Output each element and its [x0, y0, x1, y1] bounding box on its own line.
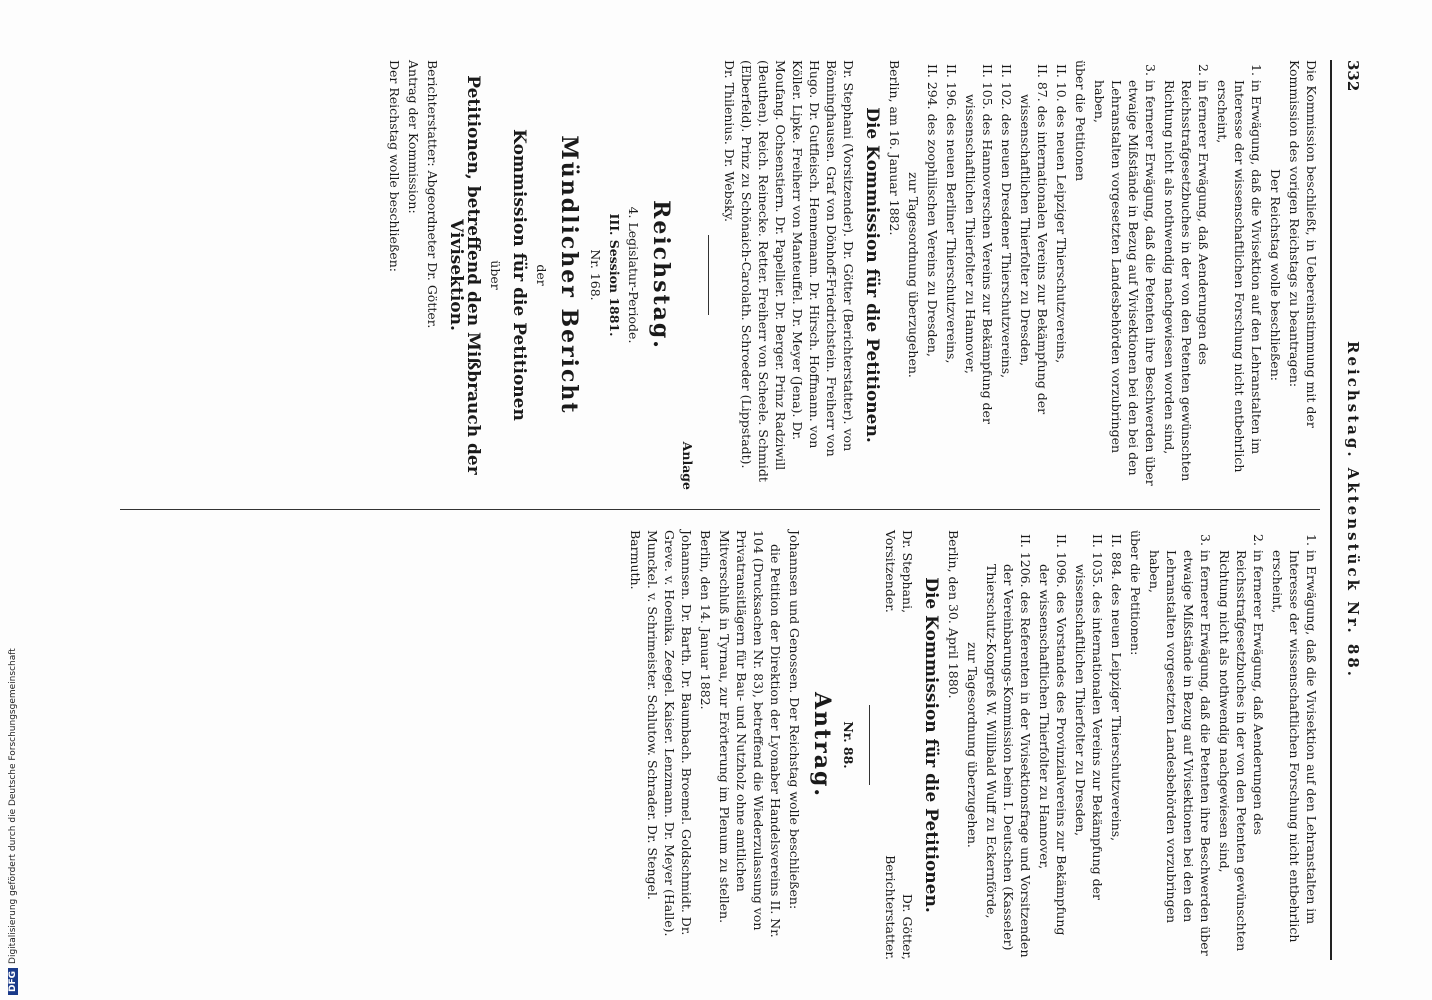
signature-role-row: [882, 530, 899, 960]
agenda-text: zur Tagesordnung überzugehen.: [965, 642, 980, 848]
date-line: Berlin, am 16. Januar 1882.: [887, 60, 902, 236]
consideration-item: 1. in Erwägung, daß die Vivisektion auf den Lehranstalten im Interesse der wissenschaftlichen Forschung nicht entbehrlich erscheint,: [1270, 534, 1319, 943]
consideration-item: 2. in fernerer Erwägung, daß Aenderungen des Reichsstrafgesetzbuches in der von den Petenten gewünschten Richtung nicht als nothwendig nachgewiesen worden sind,: [1162, 64, 1211, 482]
consideration-item: 3. in fernerer Erwägung, daß die Petenten ihre Beschwerden über etwaige Mißstände in Bezug auf Vivisektionen bei den den Lehranstalten vorgesetzten Landesbehörden vorzubringen haben,: [1147, 534, 1213, 956]
resolve-text: Der Reichstag wolle beschließen:: [1268, 169, 1283, 381]
motion-intro: Antrag der Kommission:: [406, 60, 421, 214]
der-text: der: [534, 264, 549, 286]
column-right: [625, 530, 1320, 960]
petition-item: II. 884. des neuen Leipziger Thierschutzvereins,: [1109, 534, 1124, 842]
chair-name: Dr. Stephani,: [900, 530, 915, 614]
rotated-page-content: [90, 60, 1370, 960]
report-title: Mündlicher Bericht: [556, 135, 582, 415]
column-left: [384, 60, 1320, 490]
date-line: Berlin, den 14. Januar 1882.: [698, 530, 713, 710]
consideration-item: 2. in fernerer Erwägung, daß Aenderungen des Reichsstrafgesetzbuches in der von den Petenten gewünschten Richtung nicht als nothwendig nachgewiesen sind,: [1217, 534, 1266, 952]
appendix-label: Anlage: [680, 441, 695, 490]
reichstag-title: Reichstag.: [648, 200, 674, 350]
antrag-title: Antrag.: [809, 691, 835, 799]
page-header: [1330, 60, 1370, 960]
petition-item: II. 1206. des Referenten in der Vivisektionsfrage und Vorsitzenden der Vereinbarungs-Kommission beim I. Deutschen (Kasseler) Thierschutz-Kongreß W. Willibald Wulff zu Eckernförde,: [984, 534, 1033, 958]
petition-item: II. 1096. des Vorstandes des Provinzialvereins zur Bekämpfung der wissenschaftlichen Thierfolter zu Hannover,: [1037, 534, 1069, 936]
petition-item: II. 10. des neuen Leipziger Thierschutzvereins,: [1054, 64, 1069, 364]
session-label: III. Session 1881.: [607, 213, 622, 337]
chair-role: Vorsitzender.: [883, 530, 898, 613]
dfg-logo: DFG: [8, 968, 18, 995]
digitization-text: Digitalisierung gefördert durch die Deutsche Forschungsgemeinschaft: [8, 648, 18, 964]
running-title: Reichstag. Aktenstück Nr. 88.: [1344, 341, 1362, 679]
signature-row: [899, 530, 916, 960]
signatories-list: Johannsen. Dr. Barth. Dr. Baumbach. Broemel. Goldschmidt. Dr. Greve. v. Hoenika. Zeegel. Kaiser. Lenzmann. Dr. Meyer (Halle). Munckel. v. Schrimeister. Schlutow. Schrader. Dr. Stengel. Barmuth.: [628, 530, 694, 937]
document-number: Nr. 88.: [841, 721, 856, 769]
petition-item: II. 102. des neuen Dresdener Thierschutzvereins,: [999, 64, 1014, 379]
page-number: 332: [1344, 60, 1362, 92]
petition-item: II. 294. des zoophilischen Vereins zu Dresden,: [925, 64, 940, 357]
column-divider: [120, 509, 1320, 510]
digitization-note: [8, 0, 18, 995]
members-list: Dr. Stephani (Vorsitzender). Dr. Götter (Berichterstatter). von Bönninghausen. Graf von Dönhoff-Friedrichstein. Freiherr von Hugo. Dr. Gutfleisch. Hennemann. Dr. Hirsch. Hoffmann. von Köller. Lipke. Freiherr von Manteuffel. Dr. Meyer (Jena). Dr. Moufang. Ochsenstiern. Dr. Papellier. Dr. Berger. Prinz Radziwill (Beuthen). Reich. Reinecke. Retter. Freiherr von Scheele. Schmidt (Elberfeld). Prinz zu Schönaich-Carolath. Schroeder (Lippstadt). Dr. Thilenius. Dr. Websky.: [722, 60, 856, 482]
commission-name: Kommission für die Petitionen: [509, 129, 529, 421]
intro-text: Die Kommission beschließt, in Uebereinstimmung mit der Kommission des vorigen Reichstags zu beantragen:: [1287, 60, 1319, 428]
antrag-body: die Petition der Direktion der Lyonaber Handelsvereins II. Nr. 104 (Drucksachen Nr. 83), betreffend die Wiederzulassung von Privatransitlägern für Bau- und Nutzholz ohne amtlichen Mitverschluß in Tyrnau, zur Erörterung im Plenum zu stellen.: [717, 530, 783, 938]
petition-item: II. 196. des neuen Berliner Thierschutzvereins,: [944, 64, 959, 364]
petition-item: II. 105. des Hannoverschen Vereins zur Bekämpfung der wissenschaftlichen Thierfolter zu Hannover,: [963, 64, 995, 424]
commission-title: Die Kommission für die Petitionen.: [921, 577, 941, 913]
reporter-role: Berichterstatter.: [883, 855, 898, 960]
report-subject: Petitionen, betreffend den Mißbrauch der Vivisektion.: [446, 75, 483, 475]
consideration-item: 1. in Erwägung, daß die Vivisektion auf den Lehranstalten im Interesse der wissenschaftlichen Forschung nicht entbehrlich erscheint,: [1215, 64, 1264, 473]
reporter-line: Berichterstatter: Abgeordneter Dr. Götter.: [425, 60, 440, 329]
antrag-intro: Johannsen und Genossen. Der Reichstag wolle beschließen:: [787, 530, 802, 910]
date-line: Berlin, den 30. April 1880.: [946, 530, 961, 699]
document-number: Nr. 168.: [588, 249, 603, 301]
consideration-item: 3. in fernerer Erwägung, daß die Petenten ihre Beschwerden über etwaige Mißstände in Bezug auf Vivisektionen bei den bei den Lehranstalten vorgesetzten Landesbehörden vorzubringen haben,: [1092, 64, 1158, 486]
reporter-name: Dr. Götter,: [900, 893, 915, 960]
commission-title: Die Kommission für die Petitionen.: [862, 107, 882, 443]
agenda-text: zur Tagesordnung überzugehen.: [906, 172, 921, 378]
divider: [708, 235, 709, 315]
petition-item: II. 1035. des internationalen Vereins zur Bekämpfung der wissenschaftlichen Thierfolter zu Dresden,: [1073, 534, 1105, 900]
legislative-period: 4. Legislatur-Periode.: [626, 206, 641, 344]
over-petitions: über die Petitionen: [1073, 60, 1088, 182]
ueber-text: über: [488, 260, 503, 290]
divider: [869, 705, 870, 785]
petition-item: II. 87. des internationalen Vereins zur Bekämpfung der wissenschaftlichen Thierfolter zu Dresden,: [1018, 64, 1050, 415]
over-petitions: über die Petitionen:: [1128, 530, 1143, 656]
motion-text: Der Reichstag wolle beschließen:: [387, 60, 402, 272]
